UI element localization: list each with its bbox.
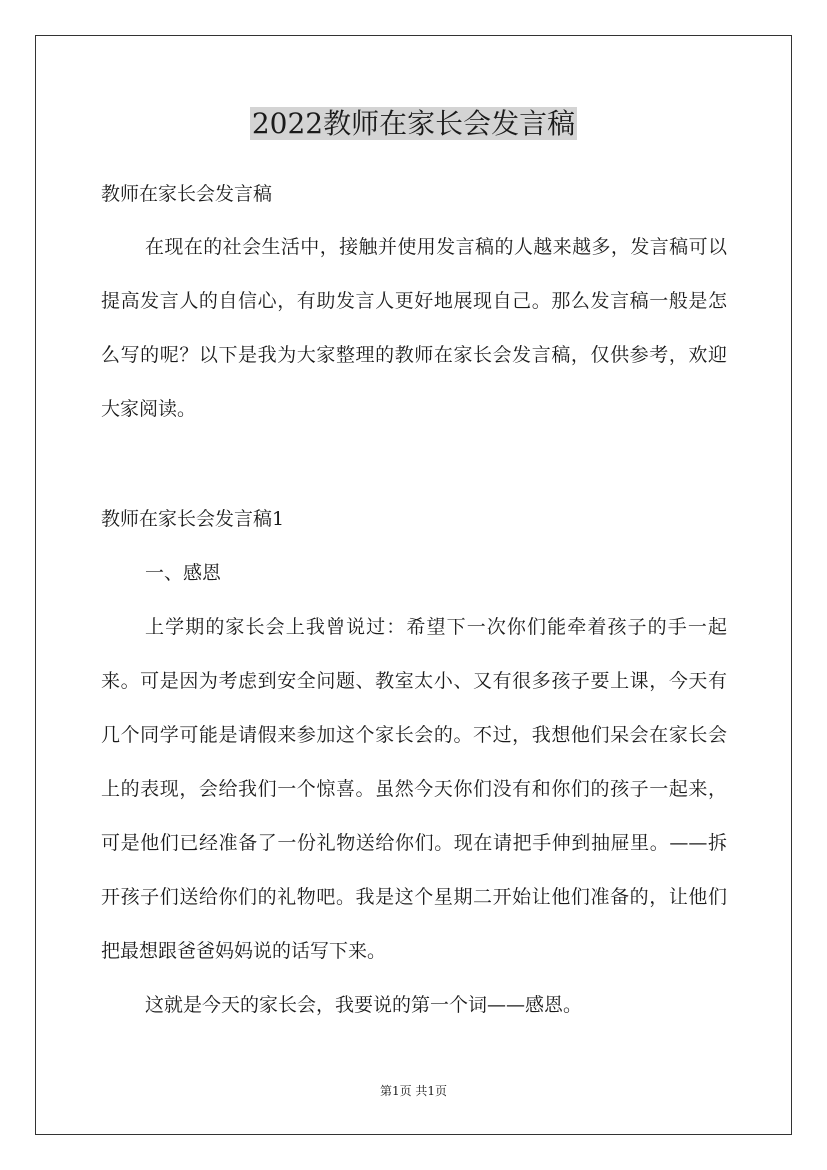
page-footer: 第1页 共1页 (379, 1084, 448, 1098)
document-subtitle: 教师在家长会发言稿 (101, 183, 273, 205)
document-title (0, 104, 827, 144)
section-point-heading: 一、感恩 (145, 562, 222, 584)
section-title: 教师在家长会发言稿1 (101, 508, 285, 530)
body-paragraph: 上学期的家长会上我曾说过：希望下一次你们能牵着孩子的手一起来。可是因为考虑到安全问题、教室太小、又有很多孩子要上课，今天有几个同学可能是请假来参加这个家长会的。不过，我想他们呆会在家长会上的表现，会给我们一个惊喜。虽然今天你们没有和你们的孩子一起来，可是他们已经准备了一份礼物送给你们。现在请把手伸到抽屉里。——拆开孩子们送给你们的礼物吧。我是这个星期二开始让他们准备的，让他们把最想跟爸爸妈妈说的话写下来。 (101, 616, 727, 962)
intro-paragraph: 在现在的社会生活中，接触并使用发言稿的人越来越多，发言稿可以提高发言人的自信心，有助发言人更好地展现自己。那么发言稿一般是怎么写的呢？以下是我为大家整理的教师在家长会发言稿，仅供参考，欢迎大家阅读。 (101, 236, 727, 420)
document-title-text: 2022教师在家长会发言稿 (251, 107, 576, 140)
closing-paragraph: 这就是今天的家长会，我要说的第一个词——感恩。 (145, 994, 583, 1016)
